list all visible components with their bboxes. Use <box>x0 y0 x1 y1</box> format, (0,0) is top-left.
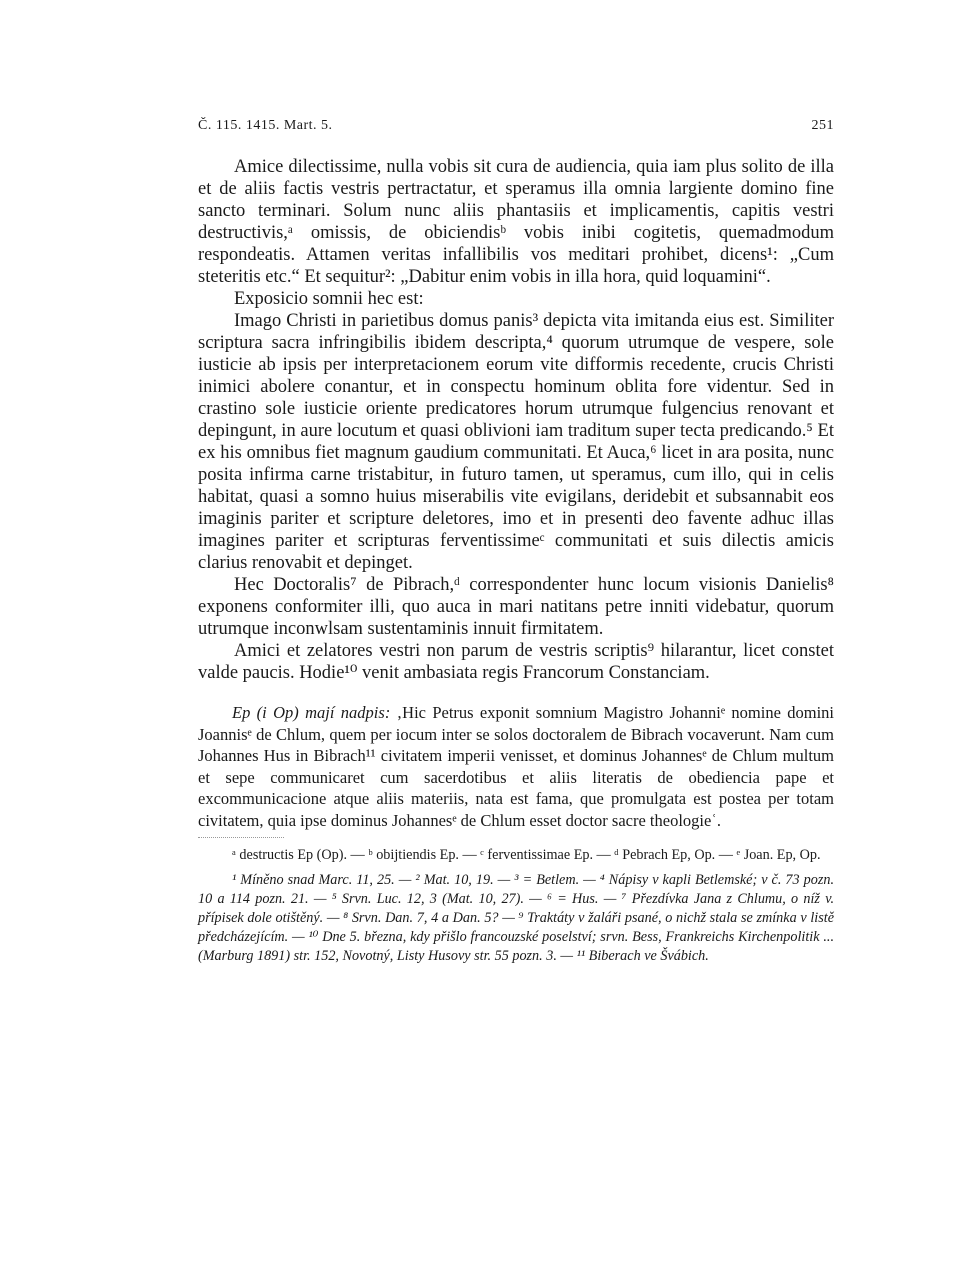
footnote-divider <box>198 837 284 838</box>
paragraph: Amice dilectissime, nulla vobis sit cura de audiencia, quia iam plus solito de illa et de aliis factis vestris pertractatur, et speramus illa omnia largiente domino fine sancto terminari. Solum nunc aliis phantasiis et implicamentis, capitis vestri destructivis,ᵃ omissis, de obiciendisᵇ vobis inibi cogitetis, quemadmodum respondeatis. Attamen veritas infallibilis vos meditari prohibet, dicens¹: „Cum steteritis etc.“ Et sequitur²: „Dabitur enim vobis in illa hora, quid loquamini“. <box>198 157 834 287</box>
header-citation: Č. 115. 1415. Mart. 5. <box>198 118 333 133</box>
explanatory-notes: ¹ Míněno snad Marc. 11, 25. — ² Mat. 10, 19. — ³ = Betlem. — ⁴ Nápisy v kapli Betlemské; v č. 73 pozn. 10 a 114 pozn. 21. — ⁵ Srvn. Luc. 12, 3 (Mat. 10, 27). — ⁶ = Hus. — ⁷ Přezdívka Jana z Chlumu, o níž v. přípisek dole otištěný. — ⁸ Srvn. Dan. 7, 4 a Dan. 5? — ⁹ Traktáty v žaláři psané, o nichž stala se zmínka v listě předcházejícím. — ¹⁰ Dne 5. března, kdy přišlo francouzské poselství; srvn. Bess, Frankreichs Kirchenpolitik ... (Marburg 1891) str. 152, Novotný, Listy Husovy str. 55 pozn. 3. — ¹¹ Biberach ve Švábich. <box>198 872 834 964</box>
letter-body <box>198 156 834 684</box>
critical-apparatus: ᵃ destructis Ep (Op). — ᵇ obijtiendis Ep. — ᶜ ferventissimae Ep. — ᵈ Pebrach Ep, Op. — ᵉ Joan. Ep, Op. <box>232 847 821 863</box>
paragraph: Amici et zelatores vestri non parum de vestris scriptis⁹ hilarantur, licet constet valde paucis. Hodie¹⁰ venit ambasiata regis Francorum Constanciam. <box>198 641 834 683</box>
editorial-paragraph <box>198 702 834 831</box>
editorial-note <box>198 702 834 831</box>
paragraph: Imago Christi in parietibus domus panis³ depicta vita imitanda eius est. Similiter scriptura sacra infringibilis ibidem descripta,⁴ quorum utrumque de vespere, sole iusticie ab ipsis per interpretacionem eorum vite difformis recedente, crucis Christi inimici abolere conantur, et in conspectu hominum oblita fore videntur. Sed in crastino sole iusticie oriente predicatores horum utrumque fulgencius renovant et depingunt, in aure locutum et quasi oblivioni iam traditum super tecta predicando.⁵ Et ex his omnibus fiet magnum gaudium communitati. Et Auca,⁶ licet in ara posita, nunc posita infirma carne tristabitur, in futuro tamen, ut speramus, cum illo, qui in celis habitat, quasi a somno huius miserabilis vite evigilans, deridebit et subsannabit eos imaginis pariter et scripture deletores, imo et in presenti deo favente adhuc illas imagines pariter et scripturas ferventissimeᶜ communitati et suis dilectis amicis clarius renovabit et depinget. <box>198 311 834 573</box>
running-header <box>198 118 834 134</box>
page <box>198 118 834 966</box>
footnotes <box>198 846 834 966</box>
editorial-lead: Ep (i Op) mají nadpis: <box>232 703 391 722</box>
editorial-text: ‚Hic Petrus exponit somnium Magistro Johanniᵉ nomine domini Joannisᵉ de Chlum, quem per iocum inter se solos doctoralem de Bibrach vocaverunt. Nam cum Johannes Hus in Bibrach¹¹ civitatem imperii venisset, et dominus Johannesᵉ de Chlum multum et sepe communicaret cum sacerdotibus et aliis literatis de obediencia pape et excommunicacione atque aliis materiis, nata est fama, que promulgata est postea per totam civitatem, quia ipse dominus Johannesᵉ de Chlum esset doctor sacre theologieʿ. <box>198 703 834 830</box>
page-number: 251 <box>811 118 834 133</box>
paragraph: Exposicio somnii hec est: <box>234 289 424 309</box>
paragraph: Hec Doctoralis⁷ de Pibrach,ᵈ correspondenter hunc locum visionis Danielis⁸ exponens conformiter illi, quo auca in mari natitans petre inniti videbatur, quorum utrumque inconwlsam sustentaminis innuit firmitatem. <box>198 575 834 639</box>
